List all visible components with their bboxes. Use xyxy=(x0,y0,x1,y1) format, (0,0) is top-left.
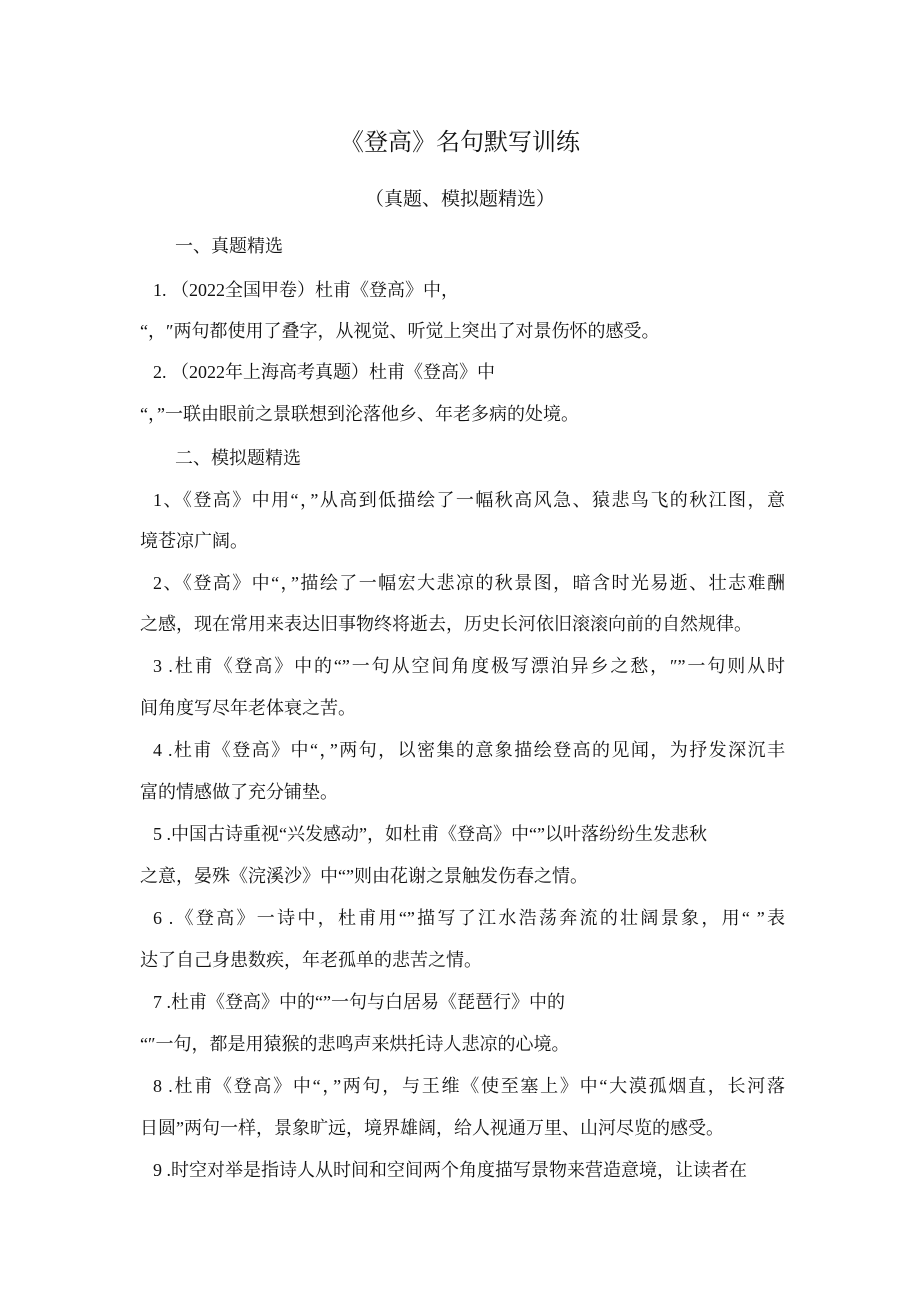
question-line: 1、《登高》中用“，”从高到低描绘了一幅秋高风急、猿悲鸟飞的秋江图，意 xyxy=(153,490,785,510)
question-line: 7 .杜甫《登高》中的“”一句与白居易《琵琶行》中的 xyxy=(153,992,565,1012)
question-line: 2. （2022年上海高考真题）杜甫《登高》中 xyxy=(153,362,495,382)
question-line: “，″两句都使用了叠字，从视觉、听觉上突出了对景伤怀的感受。 xyxy=(140,321,660,341)
question-line: 富的情感做了充分铺垫。 xyxy=(140,782,338,802)
section-heading-mock-exams: 二、模拟题精选 xyxy=(175,448,301,468)
question-line: 1. （2022全国甲卷）杜甫《登高》中， xyxy=(153,280,459,300)
question-line: “，”一联由眼前之景联想到沦落他乡、年老多病的处境。 xyxy=(140,404,579,424)
question-line: 6 .《登高》一诗中，杜甫用“”描写了江水浩荡奔流的壮阔景象，用“ ”表 xyxy=(153,908,785,928)
question-line: 境苍凉广阔。 xyxy=(140,531,248,551)
question-line: 5 .中国古诗重视“兴发感动”，如杜甫《登高》中“”以叶落纷纷生发悲秋 xyxy=(153,824,707,844)
question-line: 达了自己身患数疾，年老孤单的悲苦之情。 xyxy=(140,950,482,970)
question-line: 日圆”两句一样，景象旷远，境界雄阔，给人视通万里、山河尽览的感受。 xyxy=(140,1118,724,1138)
question-line: 间角度写尽年老体衰之苦。 xyxy=(140,698,356,718)
question-line: 4 .杜甫《登高》中“，”两句，以密集的意象描绘登高的见闻，为抒发深沉丰 xyxy=(153,740,785,760)
question-line: 9 .时空对举是指诗人从时间和空间两个角度描写景物来营造意境，让读者在 xyxy=(153,1160,747,1180)
question-line: “″一句，都是用猿猴的悲鸣声来烘托诗人悲凉的心境。 xyxy=(140,1034,570,1054)
document-subtitle: （真题、模拟题精选） xyxy=(364,189,555,210)
question-line: 2、《登高》中“，”描绘了一幅宏大悲凉的秋景图，暗含时光易逝、壮志难酬 xyxy=(153,573,785,593)
question-line: 8 .杜甫《登高》中“，”两句，与王维《使至塞上》中“大漠孤烟直，长河落 xyxy=(153,1076,785,1096)
question-line: 之意，晏殊《浣溪沙》中“”则由花谢之景触发伤春之情。 xyxy=(140,866,588,886)
question-line: 之感，现在常用来表达旧事物终将逝去，历史长河依旧滚滚向前的自然规律。 xyxy=(140,614,752,634)
question-line: 3 .杜甫《登高》中的“”一句从空间角度极写漂泊异乡之愁，″”一句则从时 xyxy=(153,656,785,676)
section-heading-real-exams: 一、真题精选 xyxy=(175,236,283,256)
document-title: 《登高》名句默写训练 xyxy=(340,130,580,156)
